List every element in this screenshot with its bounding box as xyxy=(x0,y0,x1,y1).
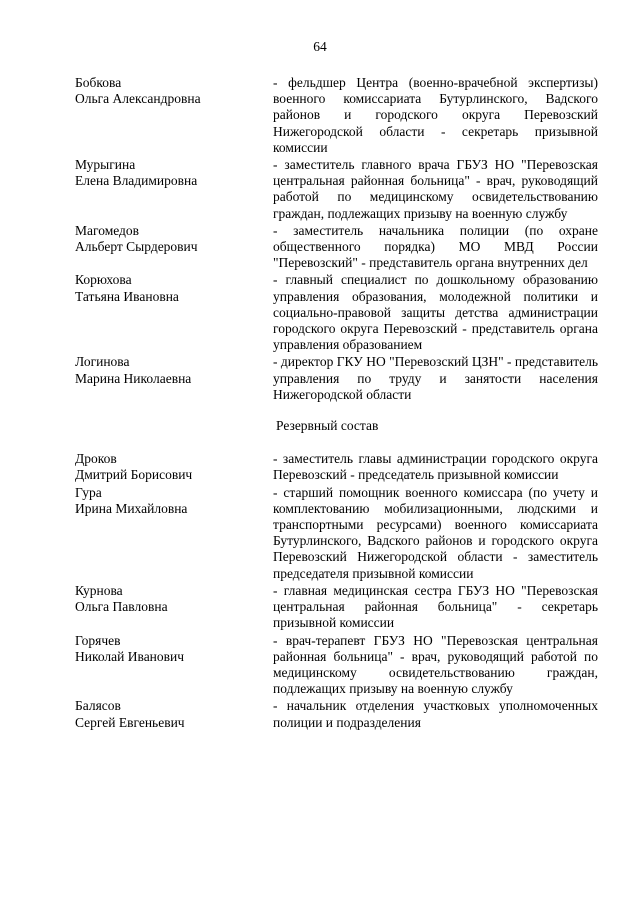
member-role: - заместитель начальника полиции (по охране общественного порядка) МО МВД России "Перевозский" - представитель органа внутренних дел xyxy=(273,222,598,271)
member-entry xyxy=(75,485,598,582)
reserve-section-title: Резервный состав xyxy=(276,418,379,434)
page-number: 64 xyxy=(313,39,327,54)
reserve-composition xyxy=(75,451,598,730)
member-entry xyxy=(75,157,598,222)
member-entry xyxy=(75,272,598,353)
member-entry xyxy=(75,75,598,156)
member-name xyxy=(75,272,273,353)
member-role: - старший помощник военного комиссара (по учету и комплектованию мобилизационными, людскими и транспортными ресурсами) военного комиссариата Бутурлинского, Вадского районов и городского округа Перевозский Нижегородской области - заместитель председателя призывной комиссии xyxy=(273,484,598,581)
member-surname: Корюхова xyxy=(75,272,132,288)
member-role: - заместитель главы администрации городского округа Перевозский - председатель призывной комиссии xyxy=(273,451,598,483)
member-surname: Магомедов xyxy=(75,222,140,238)
member-given-names: Николай Иванович xyxy=(75,648,185,664)
member-surname: Логинова xyxy=(75,354,130,370)
member-given-names: Татьяна Ивановна xyxy=(75,288,179,304)
member-entry xyxy=(75,698,598,730)
member-role: - главная медицинская сестра ГБУЗ НО "Перевозская центральная районная больница" - секретарь призывной комиссии xyxy=(273,582,598,631)
member-surname: Горячев xyxy=(75,632,121,648)
member-name xyxy=(75,75,273,156)
member-entry xyxy=(75,354,598,403)
member-name xyxy=(75,485,273,582)
member-role: - фельдшер Центра (военно-врачебной экспертизы) военного комиссариата Бутурлинского, Вадского районов и городского округа Перевозский Нижегородской области - секретарь призывной комиссии xyxy=(273,75,598,155)
member-role: - заместитель главного врача ГБУЗ НО "Перевозская центральная районная больница" - врач, руководящий работой по медицинскому освидетельствованию граждан, подлежащих призыву на военную службу xyxy=(273,157,598,221)
member-given-names: Ольга Александровна xyxy=(75,91,201,107)
member-name xyxy=(75,698,273,730)
member-given-names: Дмитрий Борисович xyxy=(75,467,193,483)
member-surname: Балясов xyxy=(75,698,121,714)
member-given-names: Марина Николаевна xyxy=(75,370,192,386)
member-name xyxy=(75,583,273,632)
member-surname: Курнова xyxy=(75,582,123,598)
member-given-names: Сергей Евгеньевич xyxy=(75,714,185,730)
member-given-names: Ирина Михайловна xyxy=(75,500,188,516)
member-entry xyxy=(75,583,598,632)
member-name xyxy=(75,354,273,403)
member-surname: Гура xyxy=(75,484,102,500)
member-entry xyxy=(75,633,598,698)
member-entry xyxy=(75,223,598,272)
member-name xyxy=(75,157,273,222)
member-given-names: Елена Владимировна xyxy=(75,173,198,189)
member-role: - начальник отделения участковых уполномоченных полиции и подразделения xyxy=(273,698,598,730)
member-surname: Бобкова xyxy=(75,75,122,90)
member-role: - главный специалист по дошкольному образованию управления образования, молодежной политики и социально-правовой защиты детства администрации городского округа Перевозский - представитель органа управления образованием xyxy=(273,272,598,353)
member-entry xyxy=(75,451,598,483)
member-given-names: Ольга Павловна xyxy=(75,599,168,615)
member-role: - врач-терапевт ГБУЗ НО "Перевозская центральная районная больница" - врач, руководящий работой по медицинскому освидетельствованию граждан, подлежащих призыву на военную службу xyxy=(273,632,598,697)
member-surname: Мурыгина xyxy=(75,157,136,173)
member-surname: Дроков xyxy=(75,451,117,467)
member-given-names: Альберт Сырдерович xyxy=(75,239,198,255)
commission-list xyxy=(75,75,598,732)
member-name xyxy=(75,223,273,272)
member-name xyxy=(75,633,273,698)
member-role: - директор ГКУ НО "Перевозский ЦЗН" - представитель управления по труду и занятости населения Нижегородской области xyxy=(273,354,598,402)
main-composition xyxy=(75,75,598,403)
member-name xyxy=(75,451,273,483)
